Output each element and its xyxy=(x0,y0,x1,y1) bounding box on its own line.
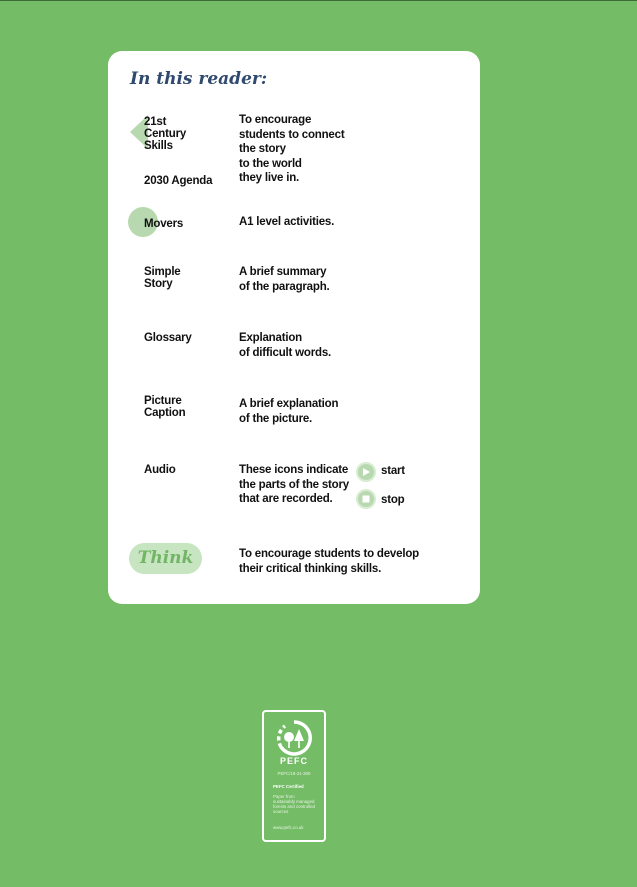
think-label: Think xyxy=(137,548,194,568)
desc-movers: A1 level activities. xyxy=(239,216,335,228)
desc-think: To encourage students to develop their critical thinking skills. xyxy=(239,548,419,575)
desc-audio: These icons indicate the parts of the story that are recorded. xyxy=(239,464,349,505)
pefc-note: Paper from sustainably managed forests and controlled sources xyxy=(273,794,315,814)
audio-start-label: start xyxy=(381,465,405,477)
pefc-certified: PEFC Certified xyxy=(273,784,304,789)
tree-logo-icon xyxy=(276,720,312,756)
label-glossary: Glossary xyxy=(144,332,192,344)
label-simple-story: Simple Story xyxy=(144,266,181,290)
reader-legend-card xyxy=(108,51,480,604)
label-21st-century-skills: 21st Century Skills xyxy=(144,116,187,152)
label-audio: Audio xyxy=(144,464,176,476)
desc-21st-century-skills: To encourage students to connect the story to the world they live in. xyxy=(239,114,345,184)
pefc-brand: PEFC xyxy=(279,756,308,766)
label-2030-agenda: 2030 Agenda xyxy=(144,175,213,187)
card-title: In this reader: xyxy=(130,69,268,89)
desc-simple-story: A brief summary of the paragraph. xyxy=(239,266,330,293)
top-border xyxy=(0,0,637,1)
pefc-certification-label xyxy=(262,710,326,842)
label-movers: Movers xyxy=(144,218,184,230)
audio-stop-label: stop xyxy=(381,494,405,506)
pefc-url: www.pefc.co.uk xyxy=(273,825,304,830)
play-icon[interactable] xyxy=(356,462,376,482)
stop-icon[interactable] xyxy=(356,489,376,509)
desc-glossary: Explanation of difficult words. xyxy=(239,332,332,359)
pefc-code: PEFC/18-31-300 xyxy=(277,771,311,776)
think-badge xyxy=(129,543,202,574)
label-picture-caption: Picture Caption xyxy=(144,395,186,419)
desc-picture-caption: A brief explanation of the picture. xyxy=(239,398,339,425)
